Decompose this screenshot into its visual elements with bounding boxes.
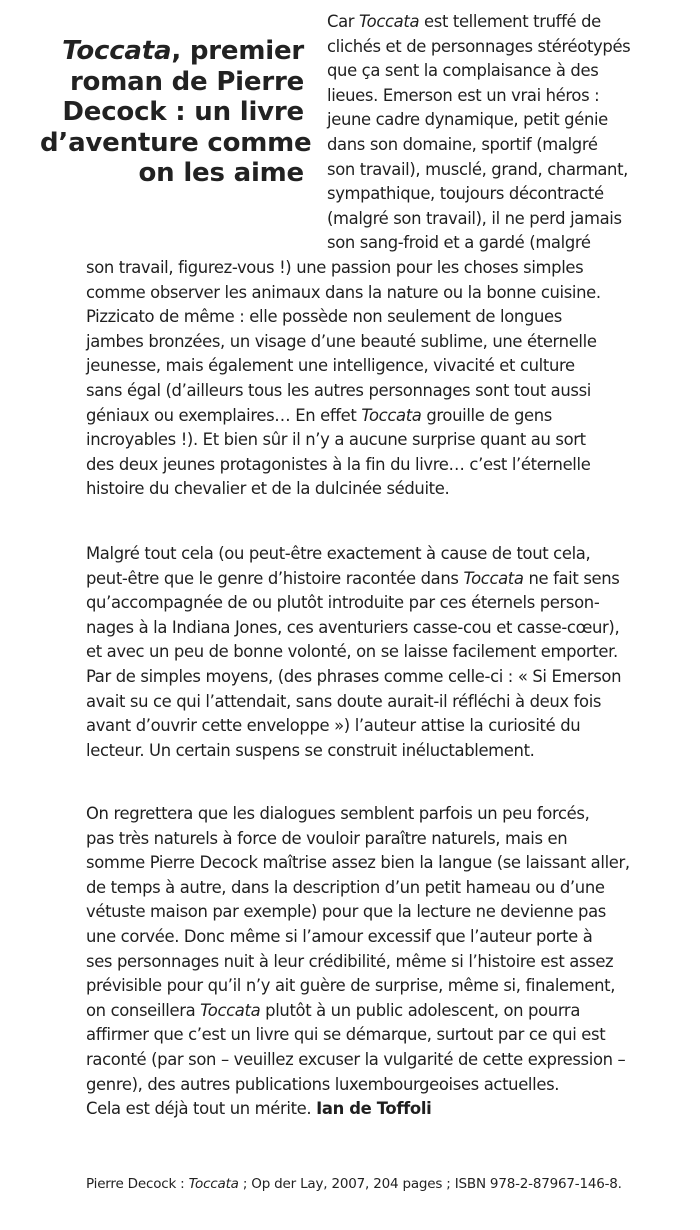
text-line: sympathique, toujours décontracté: [327, 184, 604, 204]
book-title: Toccata: [359, 12, 420, 31]
text-line: Par de simples moyens, (des phrases comme celle-ci : « Si Emerson: [86, 667, 622, 686]
text-line: avait su ce qui l’attendait, sans doute aurait-il réfléchi à deux fois: [86, 691, 602, 711]
text-segment: grouille de gens: [421, 405, 552, 425]
text-line: affirmer que c’est un livre qui se démarque, surtout par ce qui est: [86, 1025, 606, 1045]
text-segment: géniaux ou exemplaires… En effet: [86, 405, 362, 425]
text-line: des deux jeunes protagonistes à la fin du livre… c’est l’éternelle: [86, 454, 591, 474]
text-line: Pizzicato de même : elle possède non seulement de longues: [86, 307, 562, 327]
text-line: sans égal (d’ailleurs tous les autres personnages sont tout aussi: [86, 381, 591, 400]
text-line: genre), des autres publications luxembourgeoises actuelles.: [86, 1074, 560, 1094]
text-line: somme Pierre Decock maîtrise assez bien la langue (se laissant aller,: [86, 853, 630, 873]
headline-line-2: roman de Pierre: [69, 66, 304, 97]
text-line: prévisible pour qu’il n’y ait guère de surprise, même si, finalement,: [86, 976, 616, 996]
text-line: dans son domaine, sportif (malgré: [327, 135, 598, 154]
text-line: histoire du chevalier et de la dulcinée séduite.: [86, 479, 450, 499]
book-title: Toccata: [361, 405, 422, 425]
text-line: de temps à autre, dans la description d’un petit hameau ou d’une: [86, 877, 605, 897]
text-line: lecteur. Un certain suspens se construit inéluctablement.: [86, 740, 535, 760]
text-line: lieues. Emerson est un vrai héros :: [327, 85, 600, 105]
text-line: incroyables !). Et bien sûr il n’y a aucune surprise quant au sort: [86, 430, 586, 450]
closing-text: Cela est déjà tout un mérite.: [86, 1099, 317, 1119]
text-line: nages à la Indiana Jones, ces aventuriers casse-cou et casse-cœur),: [86, 617, 620, 637]
text-line: jeune cadre dynamique, petit génie: [327, 110, 608, 130]
text-line: son travail, figurez-vous !) une passion pour les choses simples: [86, 258, 584, 277]
headline-line-3: Decock : un livre: [62, 97, 304, 127]
text-line: jeunesse, mais également une intelligence, vivacité et culture: [86, 356, 575, 376]
headline-line-4: d’aventure comme: [40, 127, 312, 158]
text-segment: plutôt à un public adolescent, on pourra: [260, 1000, 581, 1020]
book-credit: Pierre Decock : Toccata ; Op der Lay, 2007, 204 pages ; ISBN 978-2-87967-146-8.: [86, 1176, 622, 1192]
closing-line: [86, 1099, 431, 1118]
text-line: et avec un peu de bonne volonté, on se laisse facilement emporter.: [86, 642, 618, 662]
book-title: Toccata: [463, 568, 524, 588]
article-headline: [40, 36, 312, 189]
headline-line-1: Toccata, premier: [62, 36, 304, 66]
text-line: que ça sent la complaisance à des: [327, 61, 599, 81]
text-line: clichés et de personnages stéréotypés: [327, 36, 631, 56]
text-segment: Car: [327, 12, 360, 31]
text-line: son sang-froid et a gardé (malgré: [327, 233, 591, 253]
text-line: comme observer les animaux dans la nature ou la bonne cuisine.: [86, 282, 601, 302]
text-line: son travail), musclé, grand, charmant,: [327, 159, 629, 179]
text-line: jambes bronzées, un visage d’une beauté sublime, une éternelle: [86, 331, 597, 351]
text-line: raconté (par son – veuillez excuser la vulgarité de cette expression –: [86, 1050, 626, 1069]
author-signature: Ian de Toffoli: [316, 1099, 432, 1119]
text-line: qu’accompagnée de ou plutôt introduite par ces éternels person-: [86, 593, 600, 613]
book-title: Toccata: [200, 1000, 261, 1020]
text-segment: peut-être que le genre d’histoire racontée dans: [86, 568, 464, 588]
text-line: pas très naturels à force de vouloir paraître naturels, mais en: [86, 828, 568, 848]
text-line: Malgré tout cela (ou peut-être exactement à cause de tout cela,: [86, 544, 591, 563]
headline-line-5: on les aime: [138, 158, 304, 188]
text-line: [86, 569, 619, 588]
text-line: (malgré son travail), il ne perd jamais: [327, 208, 622, 228]
text-line: [86, 1001, 580, 1020]
text-segment: est tellement truffé de: [419, 12, 601, 31]
text-line: une corvée. Donc même si l’amour excessif que l’auteur porte à: [86, 927, 593, 946]
text-line: ses personnages nuit à leur crédibilité, même si l’histoire est assez: [86, 951, 614, 971]
text-segment: on conseillera: [86, 1000, 201, 1020]
text-line: vétuste maison par exemple) pour que la lecture ne devienne pas: [86, 902, 606, 922]
text-line: [327, 12, 601, 31]
text-segment: ne fait sens: [523, 568, 620, 588]
text-line: [86, 406, 552, 425]
text-line: On regrettera que les dialogues semblent parfois un peu forcés,: [86, 804, 590, 823]
text-line: avant d’ouvrir cette enveloppe ») l’auteur attise la curiosité du: [86, 716, 581, 736]
